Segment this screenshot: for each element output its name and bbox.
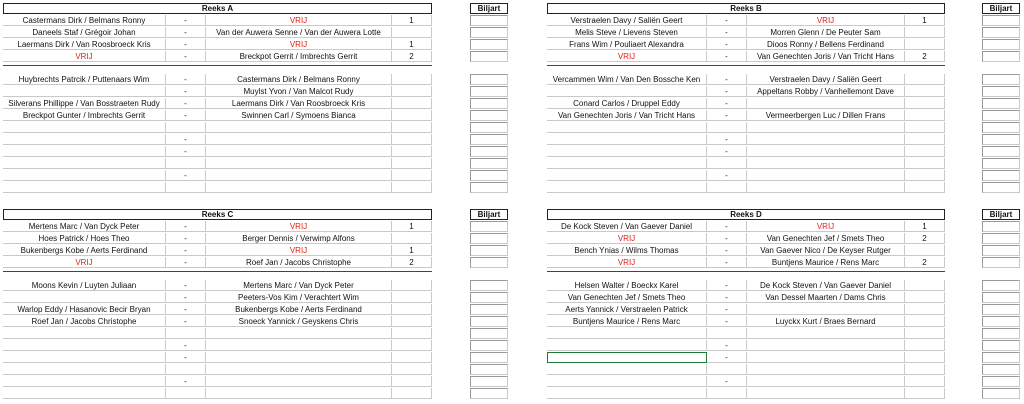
biljart-header: Biljart — [982, 3, 1020, 14]
separator-cell[interactable]: - — [707, 39, 747, 50]
team-a-cell[interactable]: Bench Ynias / Wilms Thomas — [547, 245, 707, 256]
separator-cell[interactable] — [166, 364, 206, 375]
biljart-cell[interactable] — [470, 182, 508, 193]
separator-cell[interactable]: - — [707, 221, 747, 232]
biljart-cell[interactable] — [470, 122, 508, 133]
team-b-cell[interactable]: Morren Glenn / De Peuter Sam — [747, 27, 905, 38]
team-b-cell[interactable] — [206, 388, 392, 399]
biljart-cell[interactable] — [470, 27, 508, 38]
table-number-cell[interactable] — [392, 364, 432, 375]
biljart-cell[interactable] — [470, 304, 508, 315]
team-b-cell[interactable]: Luyckx Kurt / Braes Bernard — [747, 316, 905, 327]
team-b-cell[interactable]: Dioos Ronny / Bellens Ferdinand — [747, 39, 905, 50]
team-a-cell[interactable]: Frans Wim / Pouliaert Alexandra — [547, 39, 707, 50]
table-number-cell[interactable] — [905, 27, 945, 38]
biljart-cell[interactable] — [470, 376, 508, 387]
team-a-cell[interactable] — [547, 182, 707, 193]
table-number-cell[interactable] — [392, 110, 432, 121]
table-number-cell[interactable] — [905, 170, 945, 181]
team-b-cell[interactable] — [206, 328, 392, 339]
team-a-cell[interactable]: Van Genechten Jef / Smets Theo — [547, 292, 707, 303]
team-a-cell[interactable]: Mertens Marc / Van Dyck Peter — [3, 221, 166, 232]
table-number-cell[interactable]: 2 — [392, 51, 432, 62]
biljart-cell[interactable] — [470, 74, 508, 85]
team-b-cell[interactable]: Bukenbergs Kobe / Aerts Ferdinand — [206, 304, 392, 315]
biljart-cell[interactable] — [470, 134, 508, 145]
biljart-cell[interactable] — [982, 134, 1020, 145]
team-b-cell[interactable]: Snoeck Yannick / Geyskens Chris — [206, 316, 392, 327]
table-number-cell[interactable] — [392, 122, 432, 133]
separator-cell[interactable] — [707, 328, 747, 339]
biljart-cell[interactable] — [470, 39, 508, 50]
team-a-cell[interactable] — [547, 376, 707, 387]
table-number-cell[interactable] — [392, 27, 432, 38]
separator-cell[interactable]: - — [166, 146, 206, 157]
separator-cell[interactable]: - — [707, 280, 747, 291]
biljart-cell[interactable] — [470, 316, 508, 327]
team-b-cell[interactable] — [747, 170, 905, 181]
team-b-cell[interactable] — [206, 352, 392, 363]
separator-cell[interactable]: - — [707, 170, 747, 181]
team-a-cell[interactable] — [3, 364, 166, 375]
table-number-cell[interactable]: 2 — [905, 257, 945, 268]
team-b-cell[interactable]: De Kock Steven / Van Gaever Daniel — [747, 280, 905, 291]
team-b-cell[interactable]: VRIJ — [747, 15, 905, 26]
biljart-cell[interactable] — [982, 74, 1020, 85]
table-number-cell[interactable]: 2 — [392, 257, 432, 268]
team-a-cell[interactable]: Laermans Dirk / Van Roosbroeck Kris — [3, 39, 166, 50]
separator-cell[interactable] — [166, 388, 206, 399]
team-a-cell[interactable]: Breckpot Gunter / Imbrechts Gerrit — [3, 110, 166, 121]
table-number-cell[interactable] — [905, 364, 945, 375]
team-b-cell[interactable]: VRIJ — [747, 221, 905, 232]
team-b-cell[interactable] — [206, 122, 392, 133]
biljart-cell[interactable] — [470, 328, 508, 339]
biljart-cell[interactable] — [470, 98, 508, 109]
biljart-cell[interactable] — [470, 257, 508, 268]
separator-cell[interactable]: - — [707, 245, 747, 256]
table-number-cell[interactable] — [392, 376, 432, 387]
biljart-cell[interactable] — [470, 110, 508, 121]
biljart-cell[interactable] — [982, 221, 1020, 232]
table-number-cell[interactable] — [392, 170, 432, 181]
biljart-cell[interactable] — [982, 340, 1020, 351]
team-a-cell[interactable]: Van Genechten Joris / Van Tricht Hans — [547, 110, 707, 121]
separator-cell[interactable] — [166, 158, 206, 169]
biljart-cell[interactable] — [470, 245, 508, 256]
active-cell-selection — [547, 352, 707, 363]
table-number-cell[interactable] — [392, 292, 432, 303]
team-a-cell[interactable]: VRIJ — [547, 233, 707, 244]
team-b-cell[interactable]: Verstraelen Davy / Saliën Geert — [747, 74, 905, 85]
table-number-cell[interactable] — [905, 86, 945, 97]
table-number-cell[interactable] — [392, 134, 432, 145]
team-b-cell[interactable]: Van Genechten Jef / Smets Theo — [747, 233, 905, 244]
table-number-cell[interactable] — [905, 388, 945, 399]
team-b-cell[interactable] — [747, 364, 905, 375]
team-b-cell[interactable] — [747, 98, 905, 109]
table-number-cell[interactable] — [905, 280, 945, 291]
team-a-cell[interactable]: Vercammen Wim / Van Den Bossche Ken — [547, 74, 707, 85]
separator-cell[interactable]: - — [707, 98, 747, 109]
team-b-cell[interactable]: Swinnen Carl / Symoens Bianca — [206, 110, 392, 121]
table-number-cell[interactable]: 1 — [392, 15, 432, 26]
team-b-cell[interactable]: VRIJ — [206, 39, 392, 50]
team-b-cell[interactable]: Berger Dennis / Verwimp Alfons — [206, 233, 392, 244]
team-b-cell[interactable]: Buntjens Maurice / Rens Marc — [747, 257, 905, 268]
biljart-cell[interactable] — [982, 257, 1020, 268]
team-a-cell[interactable]: VRIJ — [547, 51, 707, 62]
team-a-cell[interactable]: Melis Steve / Lievens Steven — [547, 27, 707, 38]
team-b-cell[interactable]: VRIJ — [206, 221, 392, 232]
team-a-cell[interactable] — [547, 328, 707, 339]
table-number-cell[interactable] — [392, 388, 432, 399]
separator-cell[interactable]: - — [166, 352, 206, 363]
separator-cell[interactable]: - — [166, 110, 206, 121]
separator-cell[interactable]: - — [166, 15, 206, 26]
team-b-cell[interactable] — [747, 340, 905, 351]
table-number-cell[interactable] — [905, 39, 945, 50]
table-number-cell[interactable] — [392, 304, 432, 315]
team-a-cell[interactable] — [547, 388, 707, 399]
team-b-cell[interactable]: Roef Jan / Jacobs Christophe — [206, 257, 392, 268]
team-a-cell[interactable]: Bukenbergs Kobe / Aerts Ferdinand — [3, 245, 166, 256]
team-a-cell[interactable]: VRIJ — [547, 257, 707, 268]
team-a-cell[interactable] — [547, 86, 707, 97]
biljart-cell[interactable] — [470, 364, 508, 375]
table-number-cell[interactable] — [392, 340, 432, 351]
team-a-cell[interactable] — [3, 328, 166, 339]
biljart-cell[interactable] — [982, 376, 1020, 387]
table-number-cell[interactable] — [905, 74, 945, 85]
team-a-cell[interactable]: Hoes Patrick / Hoes Theo — [3, 233, 166, 244]
table-number-cell[interactable] — [905, 146, 945, 157]
team-b-cell[interactable] — [206, 170, 392, 181]
table-number-cell[interactable] — [905, 182, 945, 193]
team-b-cell[interactable]: Castermans Dirk / Belmans Ronny — [206, 74, 392, 85]
separator-cell[interactable] — [166, 122, 206, 133]
table-number-cell[interactable] — [392, 158, 432, 169]
separator-cell[interactable]: - — [166, 74, 206, 85]
biljart-cell[interactable] — [982, 182, 1020, 193]
team-a-cell[interactable]: Buntjens Maurice / Rens Marc — [547, 316, 707, 327]
team-b-cell[interactable] — [206, 134, 392, 145]
biljart-cell[interactable] — [470, 15, 508, 26]
separator-cell[interactable]: - — [707, 233, 747, 244]
biljart-cell[interactable] — [470, 233, 508, 244]
separator-cell[interactable]: - — [166, 340, 206, 351]
biljart-cell[interactable] — [982, 328, 1020, 339]
team-a-cell[interactable] — [3, 376, 166, 387]
team-b-cell[interactable] — [747, 182, 905, 193]
team-b-cell[interactable] — [206, 182, 392, 193]
team-b-cell[interactable] — [747, 328, 905, 339]
biljart-cell[interactable] — [470, 158, 508, 169]
separator-cell[interactable]: - — [707, 51, 747, 62]
table-number-cell[interactable] — [905, 158, 945, 169]
team-a-cell[interactable]: Huybrechts Patrcik / Puttenaars Wim — [3, 74, 166, 85]
team-b-cell[interactable] — [747, 122, 905, 133]
table-number-cell[interactable] — [392, 233, 432, 244]
team-a-cell[interactable]: Helsen Walter / Boeckx Karel — [547, 280, 707, 291]
divider — [3, 271, 432, 272]
table-number-cell[interactable] — [905, 340, 945, 351]
separator-cell[interactable] — [707, 388, 747, 399]
biljart-header: Biljart — [982, 209, 1020, 220]
separator-cell[interactable]: - — [707, 292, 747, 303]
biljart-cell[interactable] — [470, 352, 508, 363]
separator-cell[interactable]: - — [707, 316, 747, 327]
table-number-cell[interactable] — [905, 122, 945, 133]
biljart-cell[interactable] — [982, 292, 1020, 303]
table-number-cell[interactable] — [392, 182, 432, 193]
team-a-cell[interactable]: Conard Carlos / Druppel Eddy — [547, 98, 707, 109]
team-a-cell[interactable] — [3, 340, 166, 351]
table-number-cell[interactable] — [905, 292, 945, 303]
table-number-cell[interactable] — [905, 316, 945, 327]
team-a-cell[interactable] — [3, 352, 166, 363]
biljart-cell[interactable] — [982, 146, 1020, 157]
table-number-cell[interactable] — [392, 146, 432, 157]
team-b-cell[interactable]: Van Gaever Nico / De Keyser Rutger — [747, 245, 905, 256]
team-b-cell[interactable] — [747, 134, 905, 145]
biljart-cell[interactable] — [470, 340, 508, 351]
team-a-cell[interactable]: Silverans Phillippe / Van Bosstraeten Rudy — [3, 98, 166, 109]
separator-cell[interactable]: - — [166, 86, 206, 97]
team-a-cell[interactable] — [3, 134, 166, 145]
reeks-header: Reeks C — [3, 209, 432, 220]
separator-cell[interactable]: - — [707, 304, 747, 315]
table-number-cell[interactable] — [392, 352, 432, 363]
separator-cell[interactable]: - — [166, 27, 206, 38]
biljart-cell[interactable] — [982, 15, 1020, 26]
table-number-cell[interactable] — [905, 98, 945, 109]
separator-cell[interactable]: - — [707, 352, 747, 363]
biljart-cell[interactable] — [982, 364, 1020, 375]
separator-cell[interactable] — [707, 122, 747, 133]
separator-cell[interactable]: - — [707, 110, 747, 121]
team-a-cell[interactable]: Moons Kevin / Luyten Juliaan — [3, 280, 166, 291]
separator-cell[interactable]: - — [707, 15, 747, 26]
team-a-cell[interactable] — [3, 122, 166, 133]
separator-cell[interactable]: - — [166, 316, 206, 327]
biljart-cell[interactable] — [470, 280, 508, 291]
biljart-cell[interactable] — [982, 39, 1020, 50]
team-a-cell[interactable] — [3, 158, 166, 169]
separator-cell[interactable] — [707, 158, 747, 169]
divider — [547, 65, 945, 66]
divider — [3, 65, 432, 66]
separator-cell[interactable]: - — [707, 134, 747, 145]
team-b-cell[interactable] — [206, 158, 392, 169]
separator-cell[interactable]: - — [707, 86, 747, 97]
biljart-cell[interactable] — [982, 158, 1020, 169]
table-number-cell[interactable]: 1 — [392, 245, 432, 256]
separator-cell[interactable] — [166, 182, 206, 193]
separator-cell[interactable]: - — [707, 27, 747, 38]
table-number-cell[interactable] — [905, 352, 945, 363]
reeks-header: Reeks B — [547, 3, 945, 14]
team-a-cell[interactable]: Aerts Yannick / Verstraelen Patrick — [547, 304, 707, 315]
table-number-cell[interactable] — [392, 86, 432, 97]
team-b-cell[interactable]: VRIJ — [206, 245, 392, 256]
separator-cell[interactable]: - — [166, 233, 206, 244]
team-a-cell[interactable] — [547, 340, 707, 351]
separator-cell[interactable]: - — [166, 51, 206, 62]
biljart-cell[interactable] — [982, 86, 1020, 97]
separator-cell[interactable]: - — [166, 221, 206, 232]
biljart-cell[interactable] — [982, 98, 1020, 109]
biljart-cell[interactable] — [470, 221, 508, 232]
separator-cell[interactable]: - — [166, 39, 206, 50]
team-a-cell[interactable] — [547, 170, 707, 181]
team-b-cell[interactable]: Van der Auwera Senne / Van der Auwera Lotte — [206, 27, 392, 38]
biljart-cell[interactable] — [982, 316, 1020, 327]
team-b-cell[interactable] — [747, 376, 905, 387]
table-number-cell[interactable] — [905, 110, 945, 121]
biljart-cell[interactable] — [982, 27, 1020, 38]
biljart-cell[interactable] — [470, 170, 508, 181]
table-number-cell[interactable]: 2 — [905, 233, 945, 244]
team-b-cell[interactable]: Van Genechten Joris / Van Tricht Hans — [747, 51, 905, 62]
biljart-cell[interactable] — [470, 51, 508, 62]
team-a-cell[interactable]: Daneels Staf / Grégoir Johan — [3, 27, 166, 38]
team-a-cell[interactable] — [3, 170, 166, 181]
biljart-header: Biljart — [470, 3, 508, 14]
separator-cell[interactable]: - — [166, 134, 206, 145]
separator-cell[interactable]: - — [166, 245, 206, 256]
team-b-cell[interactable] — [206, 364, 392, 375]
biljart-cell[interactable] — [982, 245, 1020, 256]
table-number-cell[interactable]: 1 — [905, 15, 945, 26]
team-a-cell[interactable] — [547, 122, 707, 133]
biljart-header: Biljart — [470, 209, 508, 220]
biljart-cell[interactable] — [982, 51, 1020, 62]
team-a-cell[interactable] — [547, 134, 707, 145]
team-a-cell[interactable] — [3, 292, 166, 303]
separator-cell[interactable]: - — [166, 304, 206, 315]
separator-cell[interactable] — [707, 182, 747, 193]
team-a-cell[interactable]: Castermans Dirk / Belmans Ronny — [3, 15, 166, 26]
table-number-cell[interactable] — [905, 245, 945, 256]
table-number-cell[interactable] — [392, 316, 432, 327]
table-number-cell[interactable] — [392, 98, 432, 109]
separator-cell[interactable]: - — [166, 170, 206, 181]
team-a-cell[interactable]: Roef Jan / Jacobs Christophe — [3, 316, 166, 327]
team-a-cell[interactable] — [3, 388, 166, 399]
table-number-cell[interactable] — [392, 74, 432, 85]
biljart-cell[interactable] — [470, 292, 508, 303]
biljart-cell[interactable] — [982, 170, 1020, 181]
team-a-cell[interactable]: Verstraelen Davy / Saliën Geert — [547, 15, 707, 26]
team-b-cell[interactable] — [747, 352, 905, 363]
separator-cell[interactable]: - — [707, 376, 747, 387]
table-number-cell[interactable]: 2 — [905, 51, 945, 62]
separator-cell[interactable]: - — [166, 280, 206, 291]
separator-cell[interactable]: - — [707, 74, 747, 85]
biljart-cell[interactable] — [982, 233, 1020, 244]
biljart-cell[interactable] — [982, 352, 1020, 363]
team-a-cell[interactable]: De Kock Steven / Van Gaever Daniel — [547, 221, 707, 232]
separator-cell[interactable]: - — [166, 376, 206, 387]
biljart-cell[interactable] — [982, 110, 1020, 121]
team-b-cell[interactable]: Breckpot Gerrit / Imbrechts Gerrit — [206, 51, 392, 62]
separator-cell[interactable]: - — [166, 98, 206, 109]
team-b-cell[interactable] — [747, 146, 905, 157]
biljart-cell[interactable] — [470, 388, 508, 399]
table-number-cell[interactable]: 1 — [392, 39, 432, 50]
team-b-cell[interactable]: Laermans Dirk / Van Roosbroeck Kris — [206, 98, 392, 109]
team-b-cell[interactable] — [206, 340, 392, 351]
team-a-cell[interactable] — [3, 86, 166, 97]
team-a-cell[interactable] — [547, 158, 707, 169]
biljart-cell[interactable] — [982, 122, 1020, 133]
team-b-cell[interactable]: Muylst Yvon / Van Malcot Rudy — [206, 86, 392, 97]
table-number-cell[interactable] — [905, 134, 945, 145]
team-b-cell[interactable]: Peeters-Vos Kim / Verachtert Wim — [206, 292, 392, 303]
team-b-cell[interactable]: Van Dessel Maarten / Dams Chris — [747, 292, 905, 303]
table-number-cell[interactable] — [392, 280, 432, 291]
table-number-cell[interactable]: 1 — [905, 221, 945, 232]
table-number-cell[interactable]: 1 — [392, 221, 432, 232]
separator-cell[interactable]: - — [166, 257, 206, 268]
team-b-cell[interactable] — [747, 158, 905, 169]
team-b-cell[interactable] — [206, 376, 392, 387]
separator-cell[interactable] — [707, 364, 747, 375]
table-number-cell[interactable] — [392, 328, 432, 339]
team-b-cell[interactable] — [206, 146, 392, 157]
team-b-cell[interactable]: Appeltans Robby / Vanhellemont Dave — [747, 86, 905, 97]
reeks-header: Reeks D — [547, 209, 945, 220]
biljart-cell[interactable] — [470, 146, 508, 157]
team-b-cell[interactable]: Mertens Marc / Van Dyck Peter — [206, 280, 392, 291]
team-a-cell[interactable]: VRIJ — [3, 257, 166, 268]
biljart-cell[interactable] — [470, 86, 508, 97]
separator-cell[interactable]: - — [707, 340, 747, 351]
team-a-cell[interactable]: VRIJ — [3, 51, 166, 62]
team-a-cell[interactable] — [3, 182, 166, 193]
team-a-cell[interactable] — [547, 146, 707, 157]
team-b-cell[interactable]: VRIJ — [206, 15, 392, 26]
team-a-cell[interactable]: Warlop Eddy / Hasanovic Becir Bryan — [3, 304, 166, 315]
table-number-cell[interactable] — [905, 304, 945, 315]
team-a-cell[interactable] — [547, 364, 707, 375]
separator-cell[interactable]: - — [707, 257, 747, 268]
team-b-cell[interactable] — [747, 304, 905, 315]
separator-cell[interactable]: - — [707, 146, 747, 157]
separator-cell[interactable] — [166, 328, 206, 339]
divider — [547, 271, 945, 272]
biljart-cell[interactable] — [982, 304, 1020, 315]
team-b-cell[interactable]: Vermeerbergen Luc / Dillen Frans — [747, 110, 905, 121]
reeks-header: Reeks A — [3, 3, 432, 14]
biljart-cell[interactable] — [982, 388, 1020, 399]
table-number-cell[interactable] — [905, 376, 945, 387]
team-b-cell[interactable] — [747, 388, 905, 399]
biljart-cell[interactable] — [982, 280, 1020, 291]
separator-cell[interactable]: - — [166, 292, 206, 303]
team-a-cell[interactable] — [3, 146, 166, 157]
table-number-cell[interactable] — [905, 328, 945, 339]
